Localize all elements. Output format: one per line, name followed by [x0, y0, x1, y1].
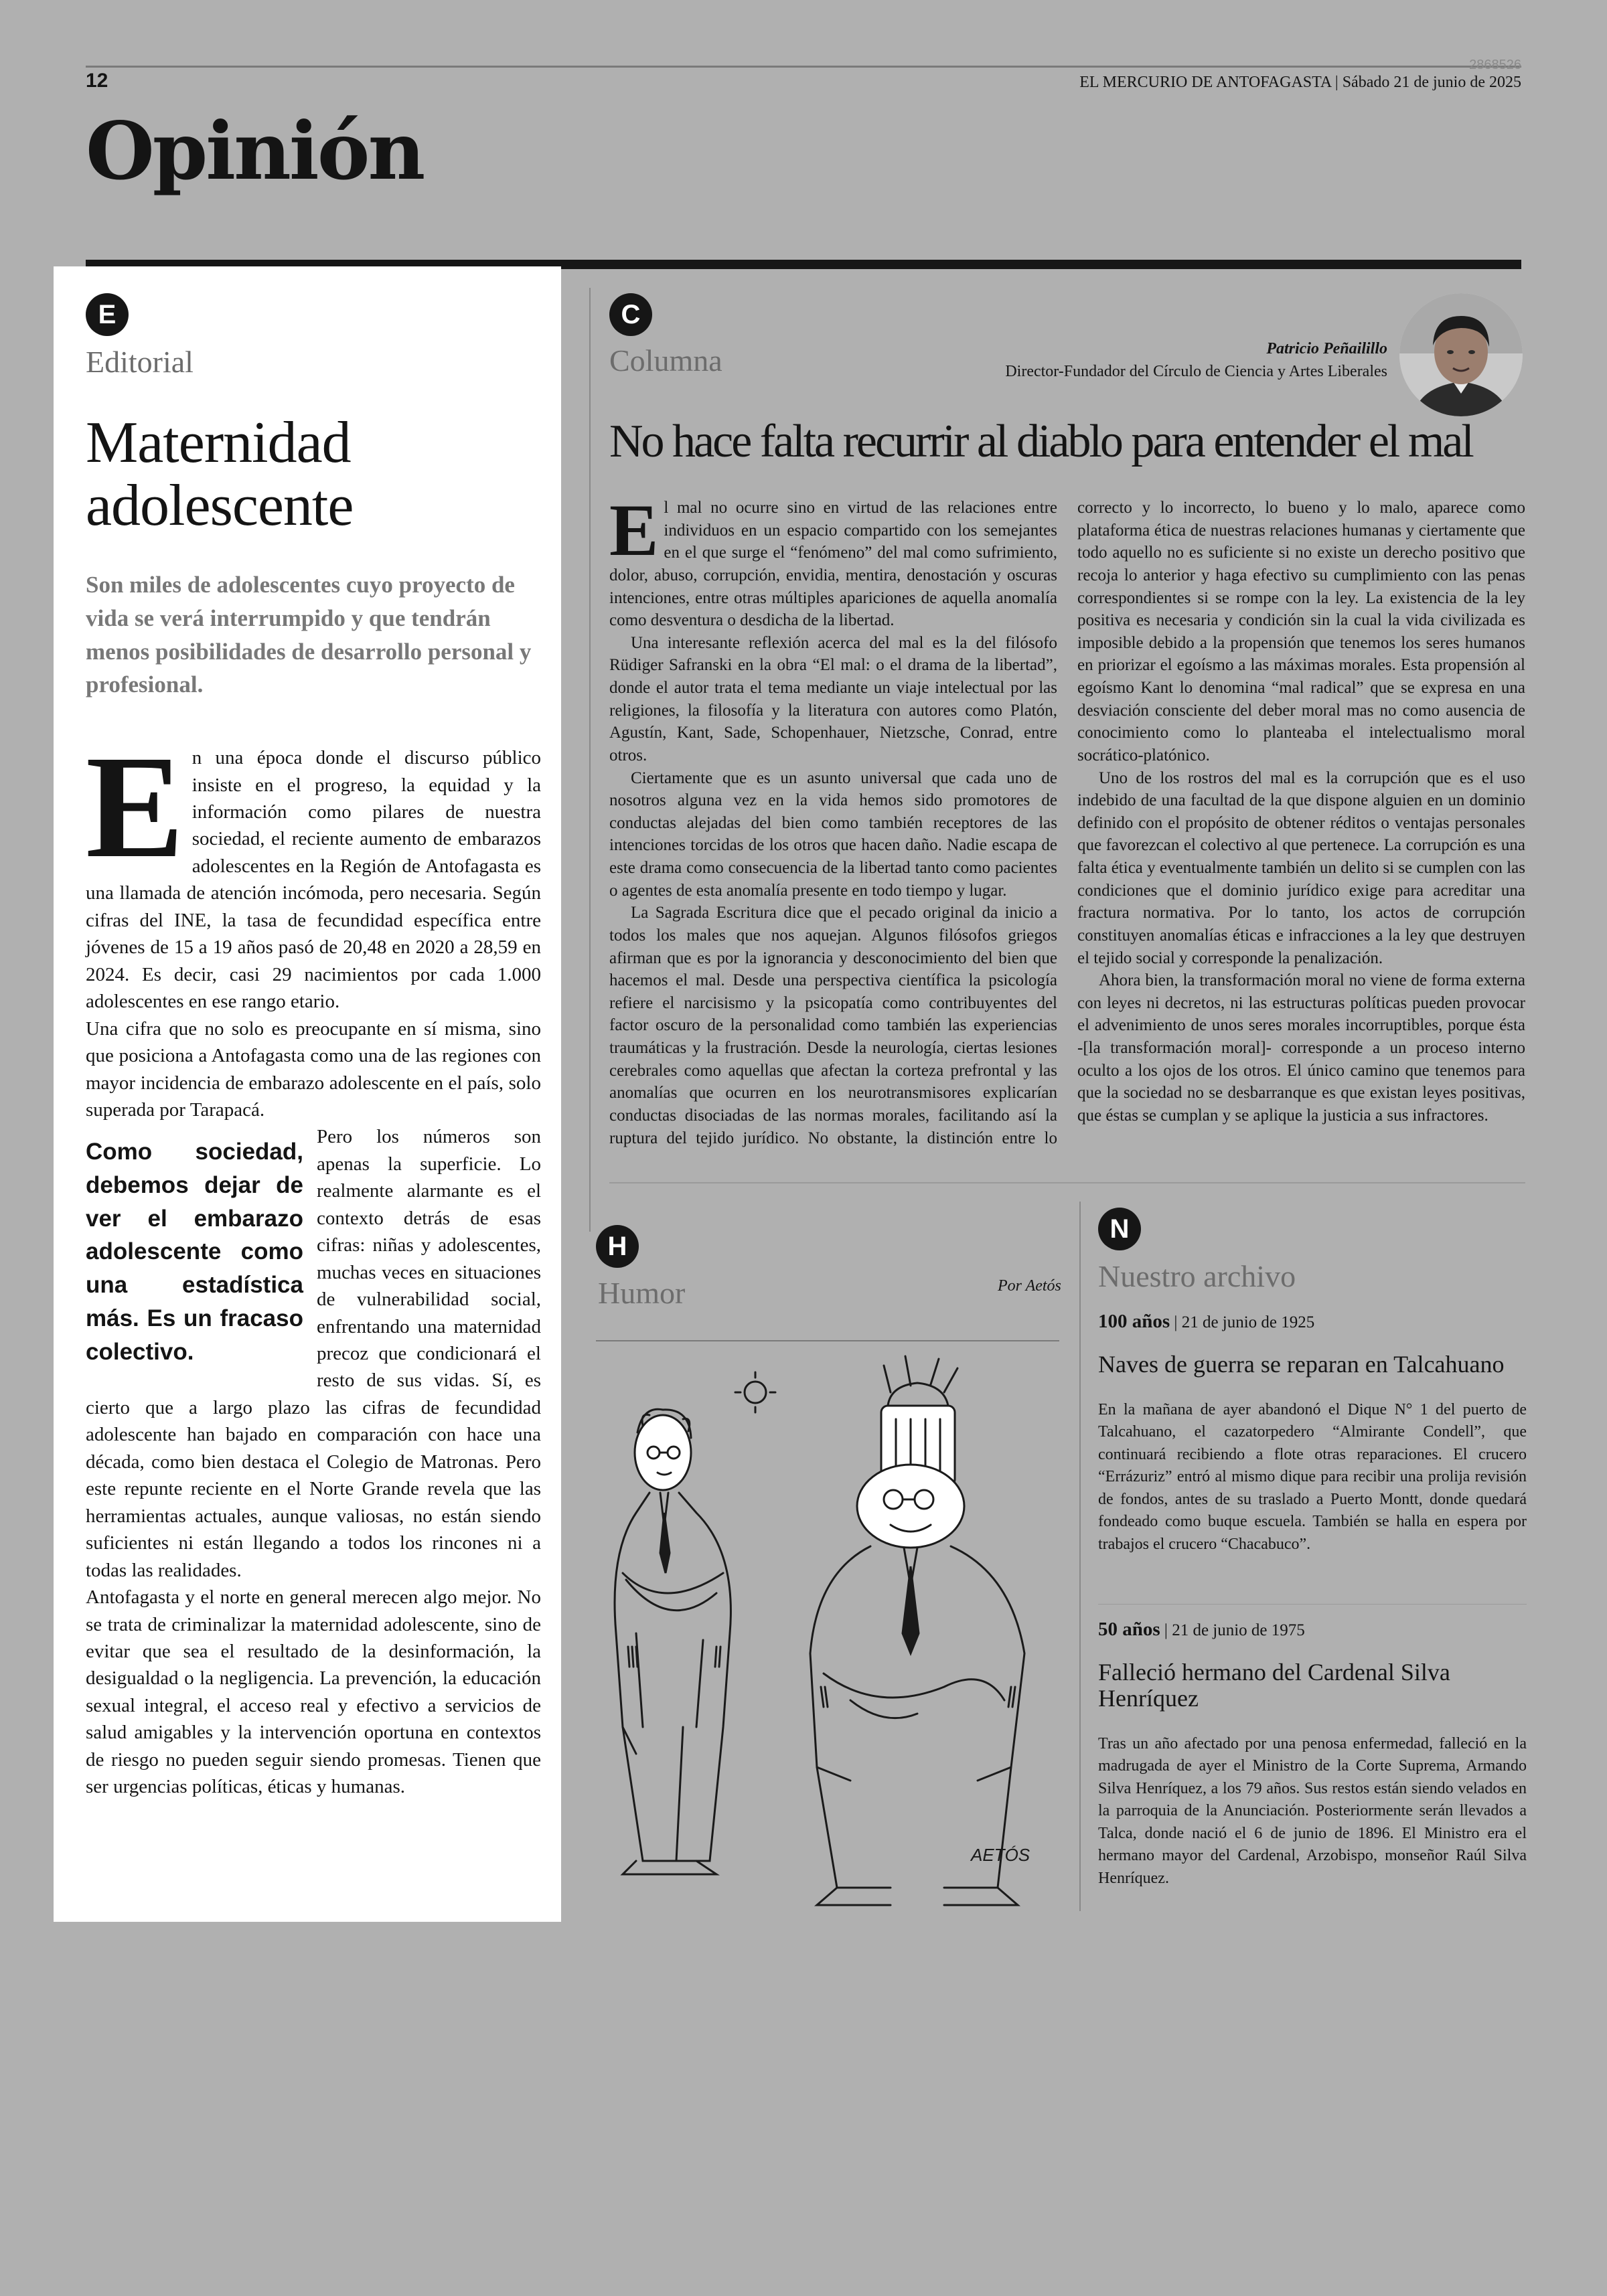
cartoon-drawing-icon	[596, 1352, 1059, 1914]
editorial-paragraph: Una cifra que no solo es preocupante en sí misma, sino que posiciona a Antofagasta como una de las regiones con mayor incidencia de embarazo adolescente en el país, solo superada por Tarapacá.	[86, 1017, 541, 1121]
editorial-subheadline: Son miles de adolescentes cuyo proyecto de vida se verá interrumpido y que tendrán menos posibilidades de desarrollo personal y profesional.	[86, 572, 532, 698]
archive-headline: Falleció hermano del Cardenal Silva Henríquez	[1098, 1659, 1450, 1712]
humor-rule	[596, 1340, 1059, 1341]
author-role: Director-Fundador del Círculo de Ciencia y Artes Liberales	[1005, 363, 1387, 380]
editorial-paragraph: Antofagasta y el norte en general merecen algo mejor. No se trata de criminalizar la maternidad adolescente, sino de evitar que sea el resultado de la desinformación, la desigualdad o la negligencia. La prevención, la educación sexual integral, el acceso real y efectivo a servicios de salud amigables y la intervención oportuna en contextos de riesgo no pueden seguir siendo promesas. Tienen que ser urgencias políticas, éticas y humanas.	[86, 1586, 541, 1798]
column-paragraph: Una interesante reflexión acerca del mal es la del filósofo Rüdiger Safranski en la obra “El mal: o el drama de la libertad”, donde el autor trata el tema mediante un viaje intelectual por las religiones, la filosofía y la literatura con autores como Platón, Agustín, Kant, Sade, Schopenhauer, Nietzsche, Conrad, entre otros.	[609, 633, 1057, 764]
column-headline: No hace falta recurrir al diablo para entender el mal	[609, 416, 1472, 467]
publication-info: EL MERCURIO DE ANTOFAGASTA | Sábado 21 de junio de 2025	[1079, 74, 1521, 91]
editorial-badge: E	[86, 293, 129, 336]
column-badge: C	[609, 293, 652, 336]
archive-rule	[1098, 1604, 1527, 1605]
archive-date-line: 100 años | 21 de junio de 1925	[1098, 1311, 1315, 1332]
humor-badge-wrap	[596, 1225, 639, 1268]
column-paragraph: Uno de los rostros del mal es la corrupción que es el uso indebido de una facultad de la que dispone alguien en un dominio definido con el propósito de obtener réditos o ventajas personales que favorezcan el colectivo al que pertenece. La corrupción es una falta ética y eventualmente también un delito si se cumplen con las condiciones que el dominio jurídico exige para acreditar una fractura normativa. Por lo tanto, los actos de corrupción constituyen anomalías éticas e infracciones a la ley que destruyen el tejido social y corresponde la penalización.	[1077, 768, 1525, 967]
archive-headline: Naves de guerra se reparan en Talcahuano	[1098, 1351, 1505, 1378]
column-paragraph: La Sagrada Escritura dice que el pecado original da inicio a todos los males que nos aquejan. Algunos filósofos griegos afirman que es por la ignorancia y desconocimiento del bien que hacemos el mal. Desde una perspectiva científica la psicología refiere el narcisismo y la psicopatía como contribuyentes del factor oscuro de la personalidad como también las experiencias traumáticas y la frustración. Desde la neurología, ciertas lesiones cerebrales como aquellas que afectan la corteza prefrontal y las anomalías que ocurren en los neurotransmisores explicarían conductas disociadas de las normas morales, facilitando así la ruptura del tejido jurídico. No obstante, la distinción entre lo correcto y lo incorrecto, lo bueno y lo malo, aparece como plataforma ética de nuestras relaciones humanas y ciertamente que todo aquello no es suficiente si no existe un derecho positivo que recoja lo anterior y haga efectivo su cumplimiento con las penas correspondientes si se rompe con la ley. La existencia de la ley positiva es necesaria y condición sin la cual la vida civilizada es imposible debido a la propensión que tenemos los seres humanos en priorizar el egoísmo a las máximas morales. Esta propensión al egoísmo Kant lo denomina “mal radical” que se expresa en una desviación consciente del deber moral mas no como ausencia de conocimiento como lo planteaba el intelectualismo moral socrático-platónico.	[609, 499, 1525, 1147]
column-body	[609, 489, 1525, 1166]
column-dropcap: E	[609, 489, 659, 571]
page-code: 2868526	[1469, 58, 1521, 72]
column-paragraph: Ciertamente que es un asunto universal que cada uno de nosotros alguna vez en la vida hemos sido promotores de conductas alejadas del bien como también receptores de las intenciones torcidas de los otros que hacen daño. Nadie escapa de este drama como consecuencia de la libertad tanto como pacientes o agentes de esta anomalía presente en todo tiempo y lugar.	[609, 768, 1057, 900]
archive-item	[1098, 1619, 1527, 1890]
editorial-body	[86, 725, 541, 1801]
editorial-dropcap: E	[86, 725, 184, 889]
author-name: Patricio Peñailillo	[1266, 340, 1387, 357]
page-number: 12	[86, 70, 108, 92]
archive-badge-wrap	[1098, 1208, 1141, 1250]
editorial-text: Pero los números son apenas la superficie. Lo realmente alarmante es el contexto detrás de esas cifras: niñas y adolescentes, muchas veces en situaciones de vulnerabilidad social, enfrentando una maternidad precoz que condicionará el resto de sus vidas. Sí, es cierto que a largo plazo las cifras de fecundidad adolescente han bajado en comparación con hace una década, como bien destaca el Colegio de Matronas. Pero este repunte reciente en el Norte Grande revela que las herramientas actuales, aunque valiosas, no están siendo suficientes ni están llegando a todos los rincones ni a todas las realidades.	[86, 1126, 541, 1581]
column-paragraph: Ahora bien, la transformación moral no viene de forma externa con leyes ni decretos, ni las estructuras políticas pueden provocar el advenimiento de unos seres morales incorruptibles, porque ésta -[la transformación moral]- corresponde a un proceso interno oculto a los ojos de los otros. El único camino que tenemos para que la sociedad no se desbarranque es que existan leyes positivas, que éstas se cumplan y se aplique la justicia a sus infractores.	[1077, 971, 1525, 1125]
editorial-panel	[54, 266, 561, 1922]
column-kicker: Columna	[609, 343, 722, 378]
archive-badge: N	[1098, 1208, 1141, 1250]
humor-cartoon	[596, 1352, 1059, 1914]
editorial-kicker: Editorial	[86, 345, 194, 379]
archive-kicker: Nuestro archivo	[1098, 1259, 1296, 1293]
humor-badge: H	[596, 1225, 639, 1268]
editorial-paragraph	[86, 725, 541, 1015]
archive-date: 21 de junio de 1925	[1181, 1313, 1315, 1331]
column-badge-wrap	[609, 293, 652, 336]
author-photo-icon	[1399, 293, 1523, 416]
column-bottom-rule	[609, 1182, 1525, 1183]
editorial-text: n una época donde el discurso público insiste en el progreso, la equidad y la información como pilares de nuestra sociedad, el reciente aumento de embarazos adolescentes en la Región de Antofagasta es una llamada de atención incómoda, pero necesaria. Según cifras del INE, la tasa de fecundidad específica entre jóvenes de 15 a 19 años pasó de 20,48 en 2020 a 28,59 en 2024. Es decir, casi 29 nacimientos por cada 1.000 adolescentes en ese rango etario.	[86, 747, 541, 1013]
archive-item	[1098, 1311, 1527, 1556]
column-divider	[589, 288, 591, 1232]
author-avatar	[1399, 293, 1523, 416]
humor-credit: Por Aetós	[998, 1277, 1061, 1295]
archive-years: 100 años	[1098, 1311, 1170, 1332]
archive-text: Tras un año afectado por una penosa enfermedad, falleció en la madrugada de ayer el Ministro de la Corte Suprema, Armando Silva Henríquez, a los 79 años. Sus restos están siendo velados en la parroquia de la Anunciación. Posteriormente serán llevados a Talca, donde nació el 6 de junio de 1896. El Ministro era el hermano mayor del Cardenal, Arzobispo, monseñor Raúl Silva Henríquez.	[1098, 1734, 1527, 1887]
header-rule	[86, 66, 1521, 68]
editorial-headline: Maternidad adolescente	[86, 410, 354, 539]
archive-years: 50 años	[1098, 1619, 1160, 1640]
cartoon-signature: AETÓS	[971, 1845, 1030, 1865]
editorial-paragraph	[86, 1123, 541, 1584]
archive-date: 21 de junio de 1975	[1172, 1621, 1305, 1639]
section-title: Opinión	[86, 104, 424, 197]
column-text: l mal no ocurre sino en virtud de las relaciones entre individuos en un espacio compartido con los semejantes en el que surge el “fenómeno” del mal como sufrimiento, dolor, abuso, corrupción, envidia, mentira, denostación y oscuras intenciones, entre otras múltiples apariciones de aquella anomalía como desventura o desdicha de la libertad.	[609, 499, 1057, 630]
archive-text: En la mañana de ayer abandonó el Dique N° 1 del puerto de Talcahuano, el cazatorpedero “Almirante Condell”, que continuará recibiendo a flote otras reparaciones. El crucero “Errázuriz” entró al mismo dique para recibir una prolija revisión de fondos, antes de su traslado a Puerto Montt, donde quedará fondeado como buque escuela. También se halla en espera por trabajos el crucero “Chacabuco”.	[1098, 1400, 1527, 1553]
archive-date-line: 50 años | 21 de junio de 1975	[1098, 1619, 1305, 1640]
editorial-pullquote: Como sociedad, debemos dejar de ver el embarazo adolescente como una estadística más. Es un fracaso colectivo.	[86, 1139, 303, 1365]
archive-divider	[1079, 1202, 1081, 1911]
column-paragraph	[609, 489, 1057, 632]
humor-kicker: Humor	[598, 1276, 686, 1310]
